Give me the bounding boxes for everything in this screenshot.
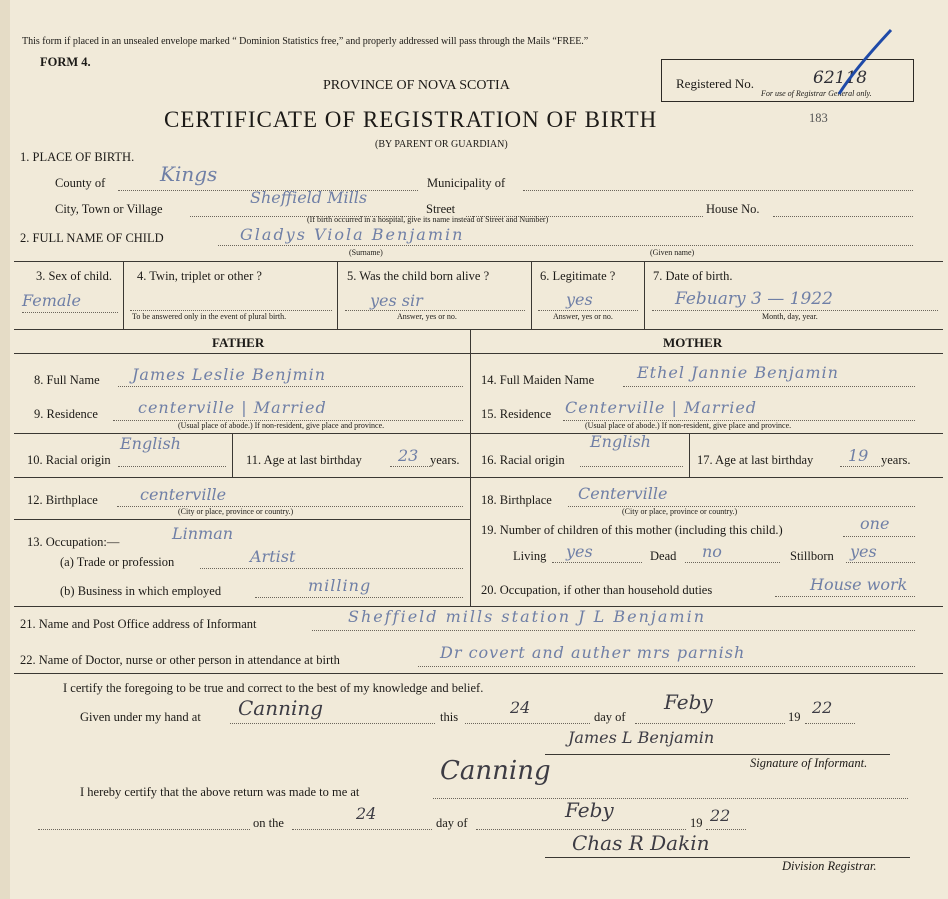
certify-top-line xyxy=(14,673,943,674)
house-line xyxy=(773,216,913,217)
twin-line xyxy=(130,310,332,311)
informant-signature-caption: Signature of Informant. xyxy=(750,756,868,770)
given-name-caption: (Given name) xyxy=(650,248,695,257)
mother-birthplace-note: (City or place, province or country.) xyxy=(622,507,738,516)
dob-label: 7. Date of birth. xyxy=(653,269,733,283)
father-business-label: (b) Business in which employed xyxy=(60,584,222,598)
mother-occupation-line xyxy=(775,596,915,597)
informant-signature-line xyxy=(545,754,890,755)
mother-children-label: 19. Number of children of this mother (including this child.) xyxy=(481,523,783,537)
day-value[interactable]: 24 xyxy=(510,698,531,717)
father-origin-label: 10. Racial origin xyxy=(27,453,111,467)
registrar-leading-line xyxy=(38,829,250,830)
dob-value[interactable]: Febuary 3 — 1922 xyxy=(675,289,833,309)
parents-center-divider xyxy=(470,329,471,606)
informant-signature[interactable]: James L Benjamin xyxy=(568,728,715,747)
registered-number: 62118 xyxy=(813,68,868,88)
given-place-value[interactable]: Canning xyxy=(238,696,324,720)
doctor-value[interactable]: Dr covert and auther mrs parnish xyxy=(440,643,746,662)
registrar-place-line xyxy=(433,798,908,799)
mother-occupation-label: 20. Occupation, if other than household duties xyxy=(481,583,713,597)
doctor-label: 22. Name of Doctor, nurse or other person in attendance at birth xyxy=(20,653,340,667)
certify-statement: I certify the foregoing to be true and correct to the best of my knowledge and belief. xyxy=(63,681,484,695)
child-name-label: 2. FULL NAME OF CHILD xyxy=(20,231,164,245)
mother-heading: MOTHER xyxy=(663,335,723,350)
row-line-bottom xyxy=(14,329,943,330)
street-label: Street xyxy=(426,202,456,216)
mother-residence-label: 15. Residence xyxy=(481,407,552,421)
father-business-value[interactable]: milling xyxy=(308,576,372,595)
stillborn-label: Stillborn xyxy=(790,549,834,563)
year-prefix: 19 xyxy=(788,710,801,724)
father-origin-divider xyxy=(232,433,233,477)
father-age-label: 11. Age at last birthday xyxy=(246,453,362,467)
father-birthplace-label: 12. Birthplace xyxy=(27,493,98,507)
informant-label: 21. Name and Post Office address of Informant xyxy=(20,617,257,631)
father-name-line xyxy=(118,386,463,387)
father-origin-line xyxy=(118,466,226,467)
mother-origin-value[interactable]: English xyxy=(590,432,651,451)
living-value[interactable]: yes xyxy=(566,542,593,561)
dead-line xyxy=(685,562,780,563)
alive-label: 5. Was the child born alive ? xyxy=(347,269,490,283)
certificate-title: CERTIFICATE OF REGISTRATION OF BIRTH xyxy=(164,107,658,132)
certificate-subtitle: (BY PARENT OR GUARDIAN) xyxy=(375,139,508,150)
left-margin-strip xyxy=(0,0,10,899)
registrar-statement: I hereby certify that the above return was made to me at xyxy=(80,785,360,799)
given-label: Given under my hand at xyxy=(80,710,201,724)
registrar-caption: Division Registrar. xyxy=(782,859,877,873)
place-of-birth-label: 1. PLACE OF BIRTH. xyxy=(20,150,135,164)
given-place-line xyxy=(230,723,435,724)
father-trade-line xyxy=(200,568,463,569)
mother-age-value[interactable]: 19 xyxy=(848,446,869,465)
registrar-year-line xyxy=(706,829,746,830)
hospital-note: (If birth occurred in a hospital, give its name instead of Street and Number) xyxy=(307,215,549,224)
registrar-month-value[interactable]: Feby xyxy=(565,798,614,822)
registrar-year-value[interactable]: 22 xyxy=(710,806,731,825)
stillborn-line xyxy=(846,562,915,563)
municipality-line xyxy=(523,190,913,191)
father-residence-label: 9. Residence xyxy=(34,407,98,421)
parents-heading-line xyxy=(14,353,943,354)
registrar-day-value[interactable]: 24 xyxy=(356,804,377,823)
month-line xyxy=(635,723,785,724)
form-number: FORM 4. xyxy=(40,55,91,69)
mother-age-line xyxy=(840,466,880,467)
this-label: this xyxy=(440,710,459,724)
registered-note: For use of Registrar General only. xyxy=(761,89,872,98)
twin-label: 4. Twin, triplet or other ? xyxy=(137,269,262,283)
mother-birthplace-value[interactable]: Centerville xyxy=(578,484,668,503)
father-age-value[interactable]: 23 xyxy=(398,446,419,465)
father-residence-value[interactable]: centerville | Married xyxy=(138,398,327,417)
dob-line xyxy=(652,310,938,311)
divider-4 xyxy=(644,261,645,329)
year-value[interactable]: 22 xyxy=(812,698,833,717)
father-trade-label: (a) Trade or profession xyxy=(60,555,175,569)
divider-3 xyxy=(531,261,532,329)
sex-label: 3. Sex of child. xyxy=(36,269,113,283)
alive-line xyxy=(345,310,525,311)
father-business-line xyxy=(255,597,463,598)
stillborn-value[interactable]: yes xyxy=(850,542,877,561)
dead-label: Dead xyxy=(650,549,677,563)
father-origin-value[interactable]: English xyxy=(120,434,181,453)
legitimate-value[interactable]: yes xyxy=(566,290,593,309)
informant-value[interactable]: Sheffield mills station J L Benjamin xyxy=(348,607,707,626)
father-residence-note: (Usual place of abode.) If non-resident, give place and province. xyxy=(178,421,385,430)
father-occupation-line-top xyxy=(14,519,471,520)
registrar-place-value[interactable]: Canning xyxy=(440,756,551,786)
divider-1 xyxy=(123,261,124,329)
mother-name-label: 14. Full Maiden Name xyxy=(481,373,595,387)
living-line xyxy=(552,562,642,563)
alive-note: Answer, yes or no. xyxy=(397,312,457,321)
legitimate-line xyxy=(538,310,638,311)
year-line xyxy=(805,723,855,724)
dead-value[interactable]: no xyxy=(702,542,722,561)
row-line-top xyxy=(14,261,943,262)
father-birthplace-value[interactable]: centerville xyxy=(140,485,227,504)
father-name-label: 8. Full Name xyxy=(34,373,100,387)
house-label: House No. xyxy=(706,202,760,216)
registrar-signature-line xyxy=(545,857,910,858)
mother-age-unit: years. xyxy=(881,453,911,467)
legitimate-note: Answer, yes or no. xyxy=(553,312,613,321)
municipality-label: Municipality of xyxy=(427,176,506,190)
registrar-day-line xyxy=(292,829,432,830)
city-value[interactable]: Sheffield Mills xyxy=(250,188,368,207)
sex-value[interactable]: Female xyxy=(22,291,81,310)
stamp-number: 183 xyxy=(809,111,828,125)
mother-birthplace-line xyxy=(568,506,915,507)
father-trade-value[interactable]: Artist xyxy=(250,547,296,566)
father-age-unit: years. xyxy=(430,453,460,467)
mother-name-value[interactable]: Ethel Jannie Benjamin xyxy=(637,363,839,382)
surname-caption: (Surname) xyxy=(349,248,383,257)
registrar-day-of-label: day of xyxy=(436,816,468,830)
mother-residence-value[interactable]: Centerville | Married xyxy=(565,398,758,417)
city-label: City, Town or Village xyxy=(55,202,163,216)
child-name-value[interactable]: Gladys Viola Benjamin xyxy=(240,225,465,244)
father-occupation-label: 13. Occupation:— xyxy=(27,535,120,549)
divider-2 xyxy=(337,261,338,329)
father-name-value[interactable]: James Leslie Benjmin xyxy=(132,365,327,384)
doctor-line xyxy=(418,666,915,667)
day-line xyxy=(465,723,590,724)
mother-origin-line xyxy=(580,466,683,467)
mother-birthplace-label: 18. Birthplace xyxy=(481,493,552,507)
province-heading: PROVINCE OF NOVA SCOTIA xyxy=(323,78,510,93)
origin-line-bottom xyxy=(14,477,943,478)
sex-line xyxy=(22,312,118,313)
county-label: County of xyxy=(55,176,106,190)
county-value[interactable]: Kings xyxy=(160,162,218,186)
registrar-month-line xyxy=(476,829,686,830)
living-label: Living xyxy=(513,549,547,563)
father-occupation-value[interactable]: Linman xyxy=(172,524,234,543)
month-value[interactable]: Feby xyxy=(664,690,713,714)
mother-children-value[interactable]: one xyxy=(860,514,890,533)
alive-value[interactable]: yes sir xyxy=(370,291,423,310)
legitimate-label: 6. Legitimate ? xyxy=(540,269,616,283)
on-the-label: on the xyxy=(253,816,284,830)
twin-note: To be answered only in the event of plural birth. xyxy=(132,312,287,321)
father-birthplace-note: (City or place, province or country.) xyxy=(178,507,294,516)
mother-age-label: 17. Age at last birthday xyxy=(697,453,814,467)
registrar-signature[interactable]: Chas R Dakin xyxy=(572,831,710,855)
child-name-line xyxy=(218,245,913,246)
mother-children-line xyxy=(843,536,915,537)
registrar-year-prefix: 19 xyxy=(690,816,703,830)
mother-origin-divider xyxy=(689,433,690,477)
mother-residence-note: (Usual place of abode.) If non-resident, give place and province. xyxy=(585,421,792,430)
mother-origin-label: 16. Racial origin xyxy=(481,453,565,467)
informant-line xyxy=(312,630,915,631)
father-heading: FATHER xyxy=(212,335,265,350)
day-of-label: day of xyxy=(594,710,626,724)
father-age-line xyxy=(390,466,430,467)
dob-note: Month, day, year. xyxy=(762,312,818,321)
registered-label: Registered No. xyxy=(676,76,754,91)
mother-occupation-value[interactable]: House work xyxy=(810,575,908,594)
mother-name-line xyxy=(623,386,915,387)
blue-check-mark xyxy=(835,28,895,98)
mailing-notice: This form if placed in an unsealed envelope marked “ Dominion Statistics free,” and properly addressed will pass through the Mails “FREE.” xyxy=(22,36,589,47)
